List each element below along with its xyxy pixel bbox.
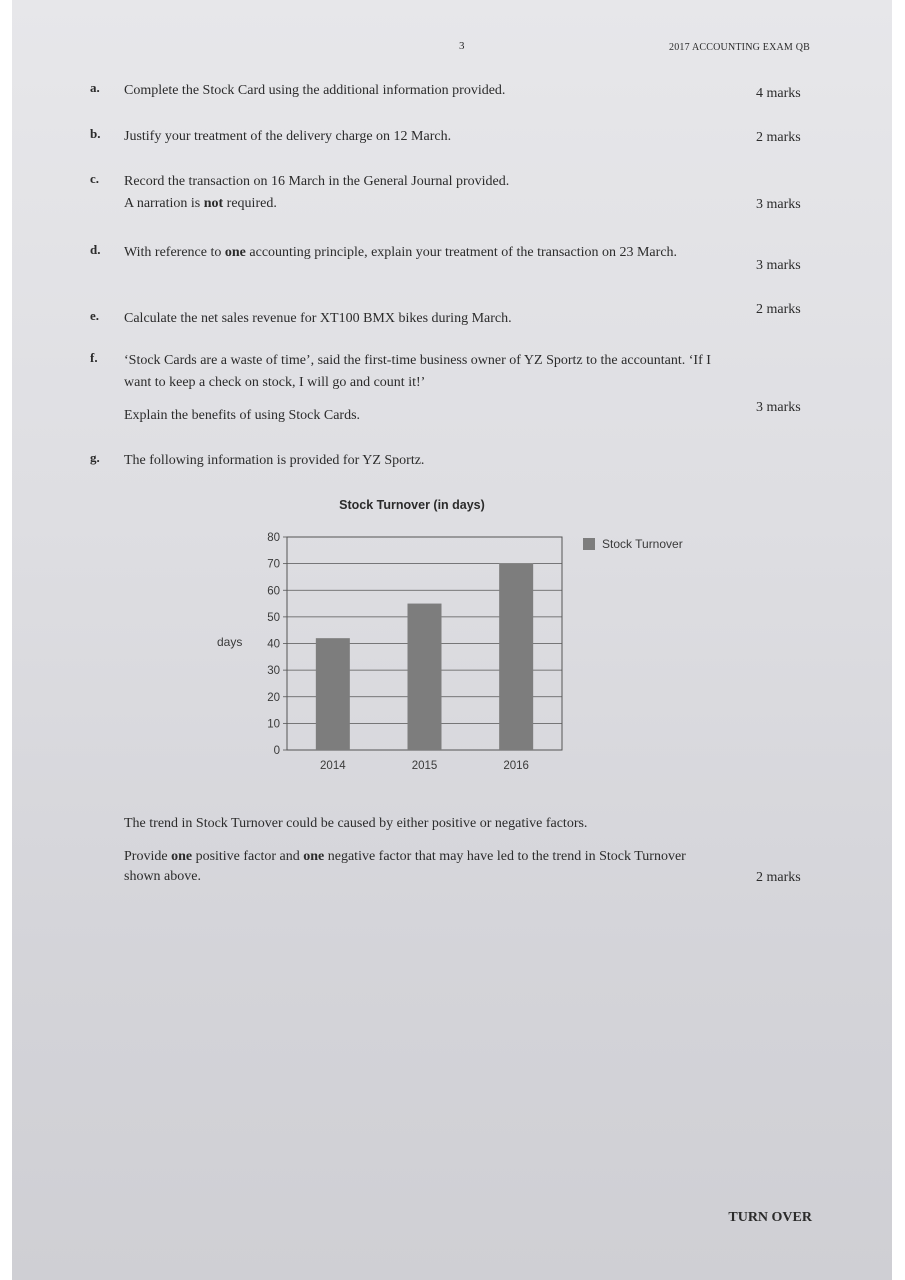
exam-title: 2017 ACCOUNTING EXAM QB bbox=[669, 42, 810, 53]
question-letter: a. bbox=[90, 80, 100, 95]
chart-axes bbox=[267, 532, 529, 772]
question-marks: 3 marks bbox=[756, 400, 801, 415]
page-number: 3 bbox=[459, 40, 465, 52]
chart-bars bbox=[316, 564, 533, 750]
y-tick-label: 70 bbox=[267, 558, 280, 571]
y-tick-label: 20 bbox=[267, 691, 280, 704]
bar-2015 bbox=[408, 604, 442, 750]
question-letter: f. bbox=[90, 350, 98, 365]
x-tick-label: 2016 bbox=[503, 760, 529, 772]
question-marks: 2 marks bbox=[756, 870, 801, 885]
question-text: Justify your treatment of the delivery charge on 12 March. bbox=[124, 129, 452, 144]
question-quote: ‘Stock Cards are a waste of time’, said the first-time business owner of YZ Sportz to the accountant. ‘If I want to keep a check on stock, I will go and count it!’ bbox=[124, 353, 711, 390]
question-letter: b. bbox=[90, 126, 101, 141]
exam-page bbox=[12, 0, 892, 1280]
question-text: Explain the benefits of using Stock Cards. bbox=[124, 408, 361, 423]
question-text bbox=[124, 171, 714, 215]
y-tick-label: 0 bbox=[273, 745, 280, 757]
chart-title: Stock Turnover (in days) bbox=[339, 498, 485, 512]
question-letter: c. bbox=[90, 171, 100, 186]
question-text: Complete the Stock Card using the additional information provided. bbox=[124, 83, 506, 98]
question-text: Calculate the net sales revenue for XT100 BMX bikes during March. bbox=[124, 311, 512, 326]
question-g-task: Provide one positive factor and one negative factor that may have led to the trend in Stock Turnover shown above. bbox=[124, 849, 686, 884]
question-line: A narration is not required. bbox=[124, 196, 277, 211]
legend-swatch bbox=[583, 538, 595, 550]
question-marks: 2 marks bbox=[756, 130, 801, 145]
bar-2014 bbox=[316, 638, 350, 750]
question-marks: 3 marks bbox=[756, 197, 801, 212]
question-letter: e. bbox=[90, 308, 100, 323]
y-tick-label: 30 bbox=[267, 665, 280, 678]
question-letter: d. bbox=[90, 242, 101, 257]
stock-turnover-chart bbox=[192, 490, 752, 790]
chart-legend bbox=[583, 537, 683, 551]
x-tick-label: 2015 bbox=[411, 760, 438, 772]
question-text: The following information is provided for YZ Sportz. bbox=[124, 453, 425, 468]
question-letter: g. bbox=[90, 450, 100, 465]
question-marks: 2 marks bbox=[756, 302, 801, 317]
y-axis-label: days bbox=[217, 635, 243, 649]
question-line: Record the transaction on 16 March in the General Journal provided. bbox=[124, 174, 510, 189]
trend-text: The trend in Stock Turnover could be caused by either positive or negative factors. bbox=[124, 816, 588, 831]
legend-label: Stock Turnover bbox=[602, 537, 683, 551]
y-tick-label: 60 bbox=[267, 585, 280, 598]
turn-over-label: TURN OVER bbox=[728, 1210, 812, 1225]
question-marks: 4 marks bbox=[756, 86, 801, 101]
y-tick-label: 10 bbox=[267, 718, 280, 731]
x-tick-label: 2014 bbox=[320, 760, 346, 772]
y-tick-label: 50 bbox=[267, 611, 280, 624]
question-text: With reference to one accounting principle, explain your treatment of the transaction on 23 March. bbox=[124, 245, 678, 260]
y-tick-label: 40 bbox=[267, 638, 280, 651]
bar-2016 bbox=[499, 564, 533, 750]
y-tick-label: 80 bbox=[267, 532, 280, 544]
question-marks: 3 marks bbox=[756, 258, 801, 273]
